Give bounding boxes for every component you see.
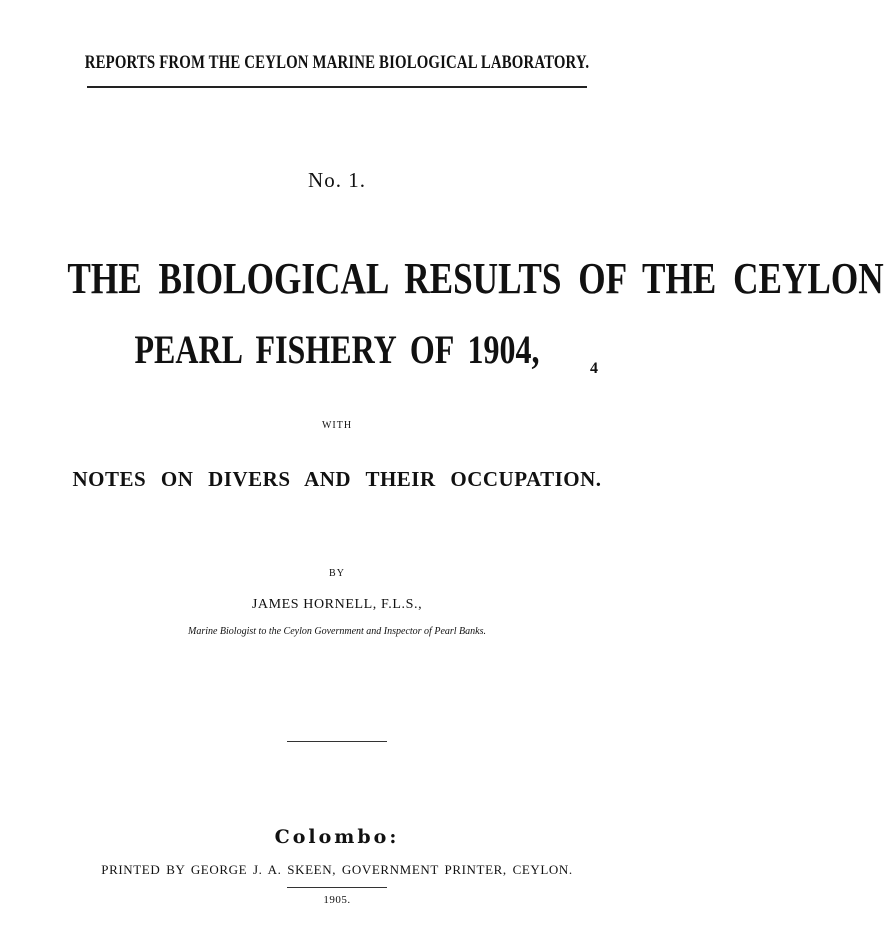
top-rule <box>87 86 587 88</box>
with-label: WITH <box>321 420 353 431</box>
imprint-printer: PRINTED BY GEORGE J. A. SKEEN, GOVERNMENT PRINTER, CEYLON. <box>101 862 573 877</box>
title-line-2: PEARL FISHERY OF 1904, <box>134 327 540 372</box>
author-affiliation: Marine Biologist to the Ceylon Government and Inspector of Pearl Banks. <box>187 626 486 637</box>
bottom-rule <box>287 887 387 888</box>
imprint-place: Colombo: <box>274 826 400 848</box>
subtitle: NOTES ON DIVERS AND THEIR OCCUPATION. <box>72 467 602 491</box>
middle-rule <box>287 741 387 742</box>
title-line-1: THE BIOLOGICAL RESULTS OF THE CEYLON <box>67 254 884 303</box>
series-heading: REPORTS FROM THE CEYLON MARINE BIOLOGICAL LABORATORY. <box>84 52 590 73</box>
author-name: JAMES HORNELL, F.L.S., <box>251 597 423 612</box>
imprint-year: 1905. <box>323 894 351 906</box>
by-label: BY <box>329 568 345 579</box>
margin-mark: 4 <box>590 360 598 377</box>
report-number: No. 1. <box>308 168 366 192</box>
